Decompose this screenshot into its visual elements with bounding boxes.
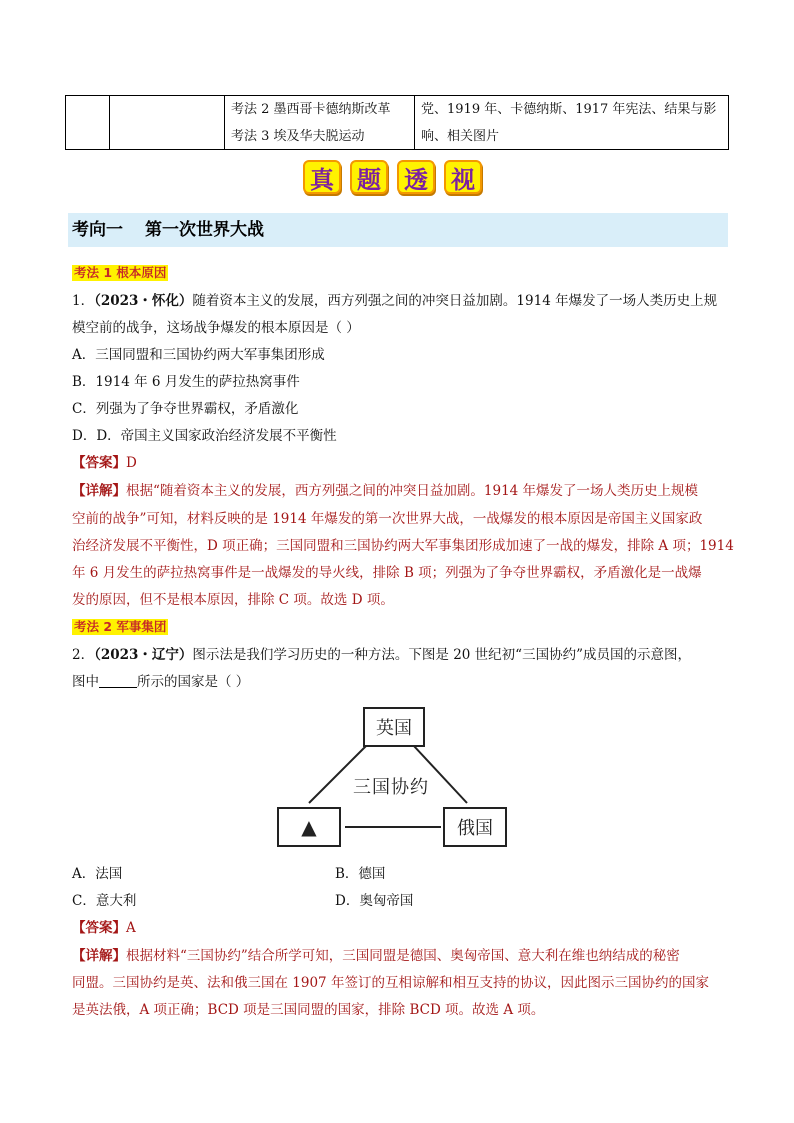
answer-line-2 xyxy=(72,918,136,938)
question-source: （2023・辽宁） xyxy=(94,647,193,663)
section-header xyxy=(68,213,728,247)
option-d: D．D．帝国主义国家政治经济发展不平衡性 xyxy=(72,428,337,444)
triangle-icon: ▲ xyxy=(277,807,341,847)
answer-tag: 【答案】 xyxy=(72,920,126,936)
question-source: （2023・怀化） xyxy=(94,293,193,309)
option-c: C．意大利 xyxy=(72,893,137,909)
method-tag-2: 考法 2 军事集团 xyxy=(74,619,167,634)
question-2-line-2 xyxy=(72,672,249,692)
detail-line: 年 6 月发生的萨拉热窝事件是一战爆发的导火线，排除 B 项；列强为了争夺世界霸权，矛盾激化是一战爆 xyxy=(72,565,702,581)
detail-line xyxy=(72,481,698,501)
question-number: 1． xyxy=(72,293,95,309)
node-russia: 俄国 xyxy=(443,807,507,847)
detail-tag: 【详解】 xyxy=(72,483,126,499)
answer-value: D xyxy=(126,455,137,471)
banner-tile: 真 xyxy=(303,160,341,194)
detail-text: 根据“随着资本主义的发展，西方列强之间的冲突日益加剧。1914 年爆发了一场人类历史上规模 xyxy=(126,483,699,499)
detail-line: 空前的战争”可知，材料反映的是 1914 年爆发的第一次世界大战，一战爆发的根本原因是帝国主义国家政 xyxy=(72,511,703,527)
section-label: 考向一 xyxy=(72,220,123,240)
option-b: B．1914 年 6 月发生的萨拉热窝事件 xyxy=(72,374,300,390)
option-b: B．德国 xyxy=(335,866,386,882)
syllabus-table xyxy=(65,95,729,150)
option-a: A．三国同盟和三国协约两大军事集团形成 xyxy=(72,347,325,363)
option-a: A．法国 xyxy=(72,866,123,882)
table-cell xyxy=(110,96,225,149)
answer-tag: 【答案】 xyxy=(72,455,126,471)
node-britain: 英国 xyxy=(363,707,425,747)
banner-title xyxy=(303,160,482,194)
table-cell-keywords: 党、1919 年、卡德纳斯、1917 年宪法、结果与影 响、相关图片 xyxy=(421,102,717,144)
section-title: 第一次世界大战 xyxy=(145,220,264,240)
question-text: 所示的国家是（ ） xyxy=(137,674,250,690)
detail-line: 治经济发展不平衡性，D 项正确；三国同盟和三国协约两大军事集团形成加速了一战的爆发，排除 A 项；1914 xyxy=(72,538,734,554)
diagram-center-label: 三国协约 xyxy=(353,777,429,798)
table-cell xyxy=(66,96,110,149)
question-number: 2． xyxy=(72,647,95,663)
detail-text: 根据材料“三国协约”结合所学可知，三国同盟是德国、奥匈帝国、意大利在维也纳结成的秘密 xyxy=(126,948,680,964)
answer-line-1 xyxy=(72,453,137,473)
method-tag-1: 考法 1 根本原因 xyxy=(74,265,167,280)
option-d: D．奥匈帝国 xyxy=(335,893,414,909)
option-c: C．列强为了争夺世界霸权，矛盾激化 xyxy=(72,401,299,417)
question-1-line xyxy=(72,291,717,311)
banner-tile: 视 xyxy=(444,160,482,194)
detail-line: 同盟。三国协约是英、法和俄三国在 1907 年签订的互相谅解和相互支持的协议，因此图示三国协约的国家 xyxy=(72,975,709,991)
banner-tile: 题 xyxy=(350,160,388,194)
detail-line xyxy=(72,946,680,966)
question-2-line xyxy=(72,645,691,665)
question-text: 图中 xyxy=(72,674,99,690)
detail-tag: 【详解】 xyxy=(72,948,126,964)
question-text: 图示法是我们学习历史的一种方法。下图是 20 世纪初“三国协约”成员国的示意图， xyxy=(192,647,691,663)
triple-entente-diagram xyxy=(275,703,525,855)
table-cell-methods: 考法 2 墨西哥卡德纳斯改革 考法 3 埃及华夫脱运动 xyxy=(225,96,415,149)
banner-tile: 透 xyxy=(397,160,435,194)
blank-line xyxy=(99,673,137,688)
question-1-line-2: 模空前的战争，这场战争爆发的根本原因是（ ） xyxy=(72,320,360,336)
detail-line: 发的原因，但不是根本原因，排除 C 项。故选 D 项。 xyxy=(72,592,394,608)
answer-value: A xyxy=(126,920,136,936)
question-text: 随着资本主义的发展，西方列强之间的冲突日益加剧。1914 年爆发了一场人类历史上规 xyxy=(192,293,718,309)
detail-line: 是英法俄，A 项正确；BCD 项是三国同盟的国家，排除 BCD 项。故选 A 项。 xyxy=(72,1002,545,1018)
